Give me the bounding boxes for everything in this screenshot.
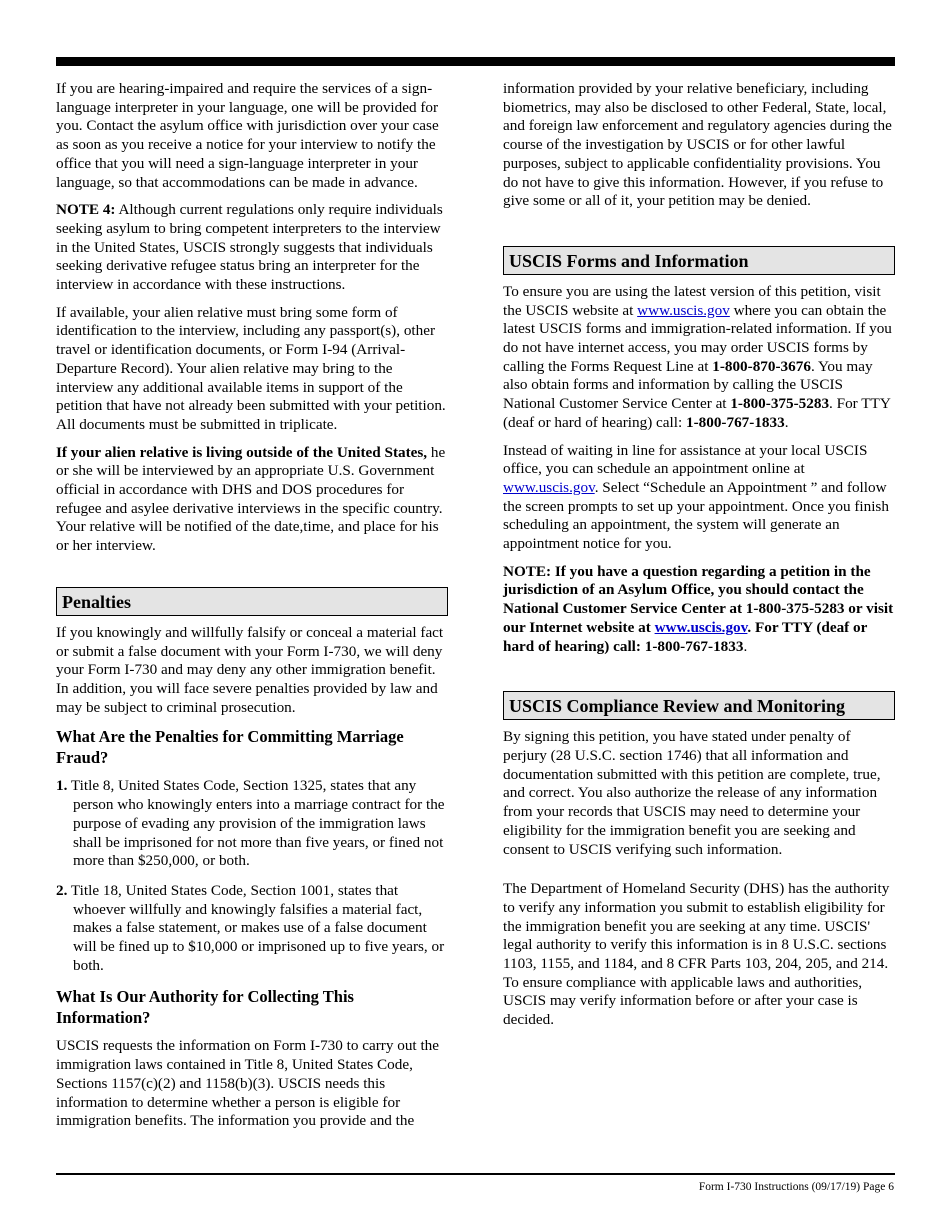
note-4-label: NOTE 4: [56,201,116,219]
compliance-heading: USCIS Compliance Review and Monitoring [503,691,895,720]
authority-paragraph: USCIS requests the information on Form I-730 to carry out the immigration laws contained in Title 8, United States Code, Sections 1157(c)(2) and 1158(b)(3). USCIS needs this information to determine whether a person is eligible for immigration benefits. The information you provide and the [56,1037,440,1130]
forms-request-phone: 1-800-870-3676 [712,357,811,375]
page-footer: Form I-730 Instructions (09/17/19) Page 6 [698,1181,894,1193]
left-column [56,80,448,1140]
compliance-paragraph-2: The Department of Homeland Security (DHS) has the authority to verify any information you submit to establish eligibility for the immigration benefit you are seeking at any time. USCIS' legal authority to verify this information is in 8 U.S.C. sections 1103, 1155, and 1184, and 8 CFR Parts 103, 204, 205, and 214. To ensure compliance with applicable laws and authorities, USCIS may verify information before or after your case is decided. [503,880,890,1029]
interpreter-paragraph: If you are hearing-impaired and require the services of a sign-language interpreter in your language, one will be provided for you. Contact the asylum office with jurisdiction over your case as soon as you receive a notice for your interview to notify the office that you will need a sign-language interpreter in your language, so that accommodations can be made in advance. [56,80,439,191]
bottom-rule [56,1173,895,1175]
forms-info-heading: USCIS Forms and Information [503,246,895,275]
note-website-link[interactable]: www.uscis.gov [654,618,748,636]
tty-phone: 1-800-767-1833 [686,413,785,431]
list-item: 2. Title 18, United States Code, Section 1001, states that whoever willfully and knowingly falsifies a material fact, makes a false statement, or makes use of a false document will be fined up to $10,000 or imprisoned up to five years, or both. [56,881,445,974]
appointment-link[interactable]: www.uscis.gov [503,478,595,496]
identification-paragraph: If available, your alien relative must bring some form of identification to the interview, including any passport(s), other travel or identification documents, or Form I-94 (Arrival-Departure Record). Your alien relative may bring to the interview any additional available items in support of the petition that have not already been submitted with your petition. All documents must be submitted in triplicate. [56,303,446,433]
appointment-paragraph: Instead of waiting in line for assistance at your local USCIS office, you can schedule an appointment online at www.uscis.gov. Select “Schedule an Appointment ” and follow the screen prompts to set up your appointment. Once you finish scheduling an appointment, the system will generate an appointment notice for you. [503,441,889,553]
penalties-paragraph: If you knowingly and willfully falsify or conceal a material fact or submit a false document with your Form I-730, we will deny your Form I-730 and may deny any other immigration benefit. In addition, you will face severe penalties provided by law and may be subject to criminal prosecution. [56,623,444,716]
outside-us-paragraph: If your alien relative is living outside of the United States, he or she will be interviewed by an appropriate U.S. Government official in accordance with DHS and DOS procedures for refugee and asylee derivative interviews in the specific country. Your relative will be notified of the date,time, and place for his or her interview. [56,443,446,555]
top-rule [56,57,895,66]
note-4-paragraph: NOTE 4: Although current regulations only require individuals seeking asylum to bring competent interpreters to the interview in the United States, USCIS strongly suggests that individuals seeking derivative refugee status bring an interpreter for the interview in accordance with these instructions. [56,201,443,294]
marriage-fraud-heading: What Are the Penalties for Committing Marriage Fraud? [56,727,404,768]
uscis-website-link[interactable]: www.uscis.gov [637,301,730,319]
list-item: 1. Title 8, United States Code, Section 1325, states that any person who knowingly enters into a marriage contract for the purpose of evading any provision of the immigration laws shall be imprisoned for not more than five years, or fined not more than $250,000, or both. [56,777,445,870]
authority-heading: What Is Our Authority for Collecting This Information? [56,987,354,1028]
forms-paragraph: To ensure you are using the latest version of this petition, visit the USCIS website at www.uscis.gov where you can obtain the latest USCIS forms and immigration-related information. If you do not have internet access, you may order USCIS forms by calling the Forms Request Line at 1-800-870-3676. You may also obtain forms and information by calling the USCIS National Customer Service Center at 1-800-375-5283. For TTY (deaf or hard of hearing) call: 1-800-767-1833. [503,282,892,431]
customer-service-phone: 1-800-375-5283 [730,395,830,413]
compliance-paragraph-1: By signing this petition, you have stated under penalty of perjury (28 U.S.C. section 1746) that all information and documentation submitted with this petition are complete, true, and correct. You also authorize the release of any information from your records that USCIS may need to determine your eligibility for the immigration benefit you are seeking and consent to USCIS verifying such information. [503,728,881,858]
penalties-heading: Penalties [56,587,448,616]
note-paragraph: NOTE: If you have a question regarding a petition in the jurisdiction of an Asylum Office, you should contact the National Customer Service Center at 1-800-375-5283 or visit our Internet website at www.uscis.gov. For TTY (deaf or hard of hearing) call: 1-800-767-1833. [503,562,894,655]
right-column [503,80,895,1039]
continued-paragraph: information provided by your relative beneficiary, including biometrics, may also be disclosed to other Federal, State, local, and foreign law enforcement and regulatory agencies during the course of the investigation by USCIS or for other lawful purposes, subject to applicable confidentiality provisions. You do not have to give this information. However, if you refuse to give some or all of it, your petition may be denied. [503,80,892,210]
